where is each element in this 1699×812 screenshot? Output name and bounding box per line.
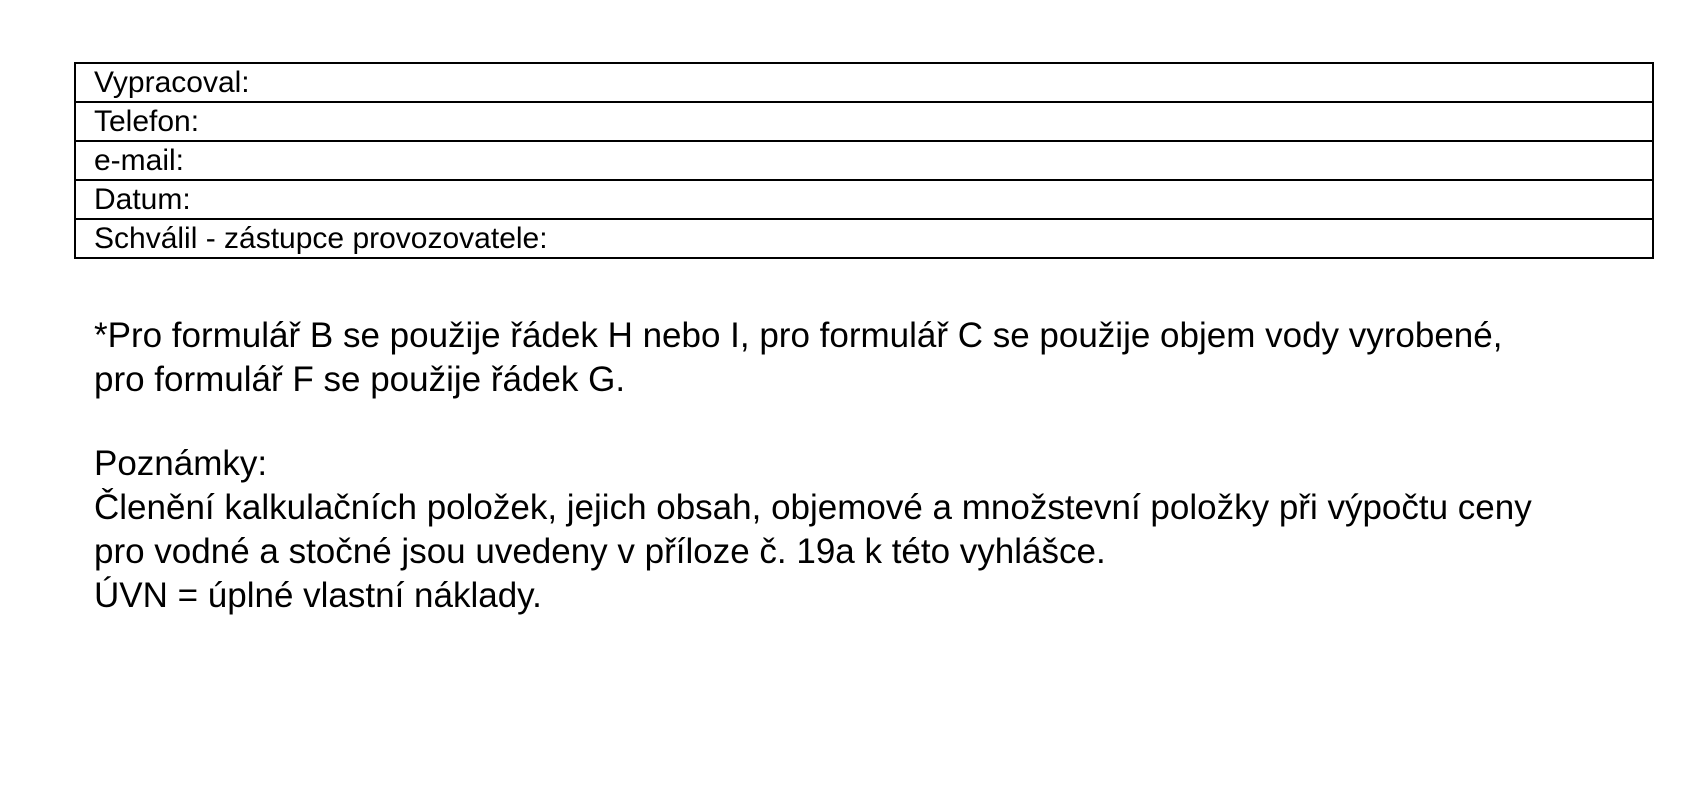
notes-line: ÚVN = úplné vlastní náklady. <box>94 576 542 615</box>
table-row <box>75 63 1653 102</box>
notes-section <box>94 442 1684 618</box>
table-row <box>75 180 1653 219</box>
row-label-phone: Telefon: <box>75 102 1653 141</box>
table-row <box>75 141 1653 180</box>
notes-line: pro vodné a stočné jsou uvedeny v příloze č. 19a k této vyhlášce. <box>94 532 1106 571</box>
row-label-approved-by: Schválil - zástupce provozovatele: <box>75 219 1653 258</box>
row-label-email: e-mail: <box>75 141 1653 180</box>
signoff-table <box>74 62 1654 259</box>
table-row <box>75 102 1653 141</box>
footnote-line: *Pro formulář B se použije řádek H nebo I, pro formulář C se použije objem vody vyrobené, <box>94 316 1503 355</box>
notes-line: Členění kalkulačních položek, jejich obsah, objemové a množstevní položky při výpočtu ceny <box>94 488 1532 527</box>
footnote <box>94 314 1684 402</box>
row-label-prepared-by: Vypracoval: <box>75 63 1653 102</box>
row-label-date: Datum: <box>75 180 1653 219</box>
notes-heading: Poznámky: <box>94 444 268 483</box>
table-row <box>75 219 1653 258</box>
footnote-line: pro formulář F se použije řádek G. <box>94 360 626 399</box>
